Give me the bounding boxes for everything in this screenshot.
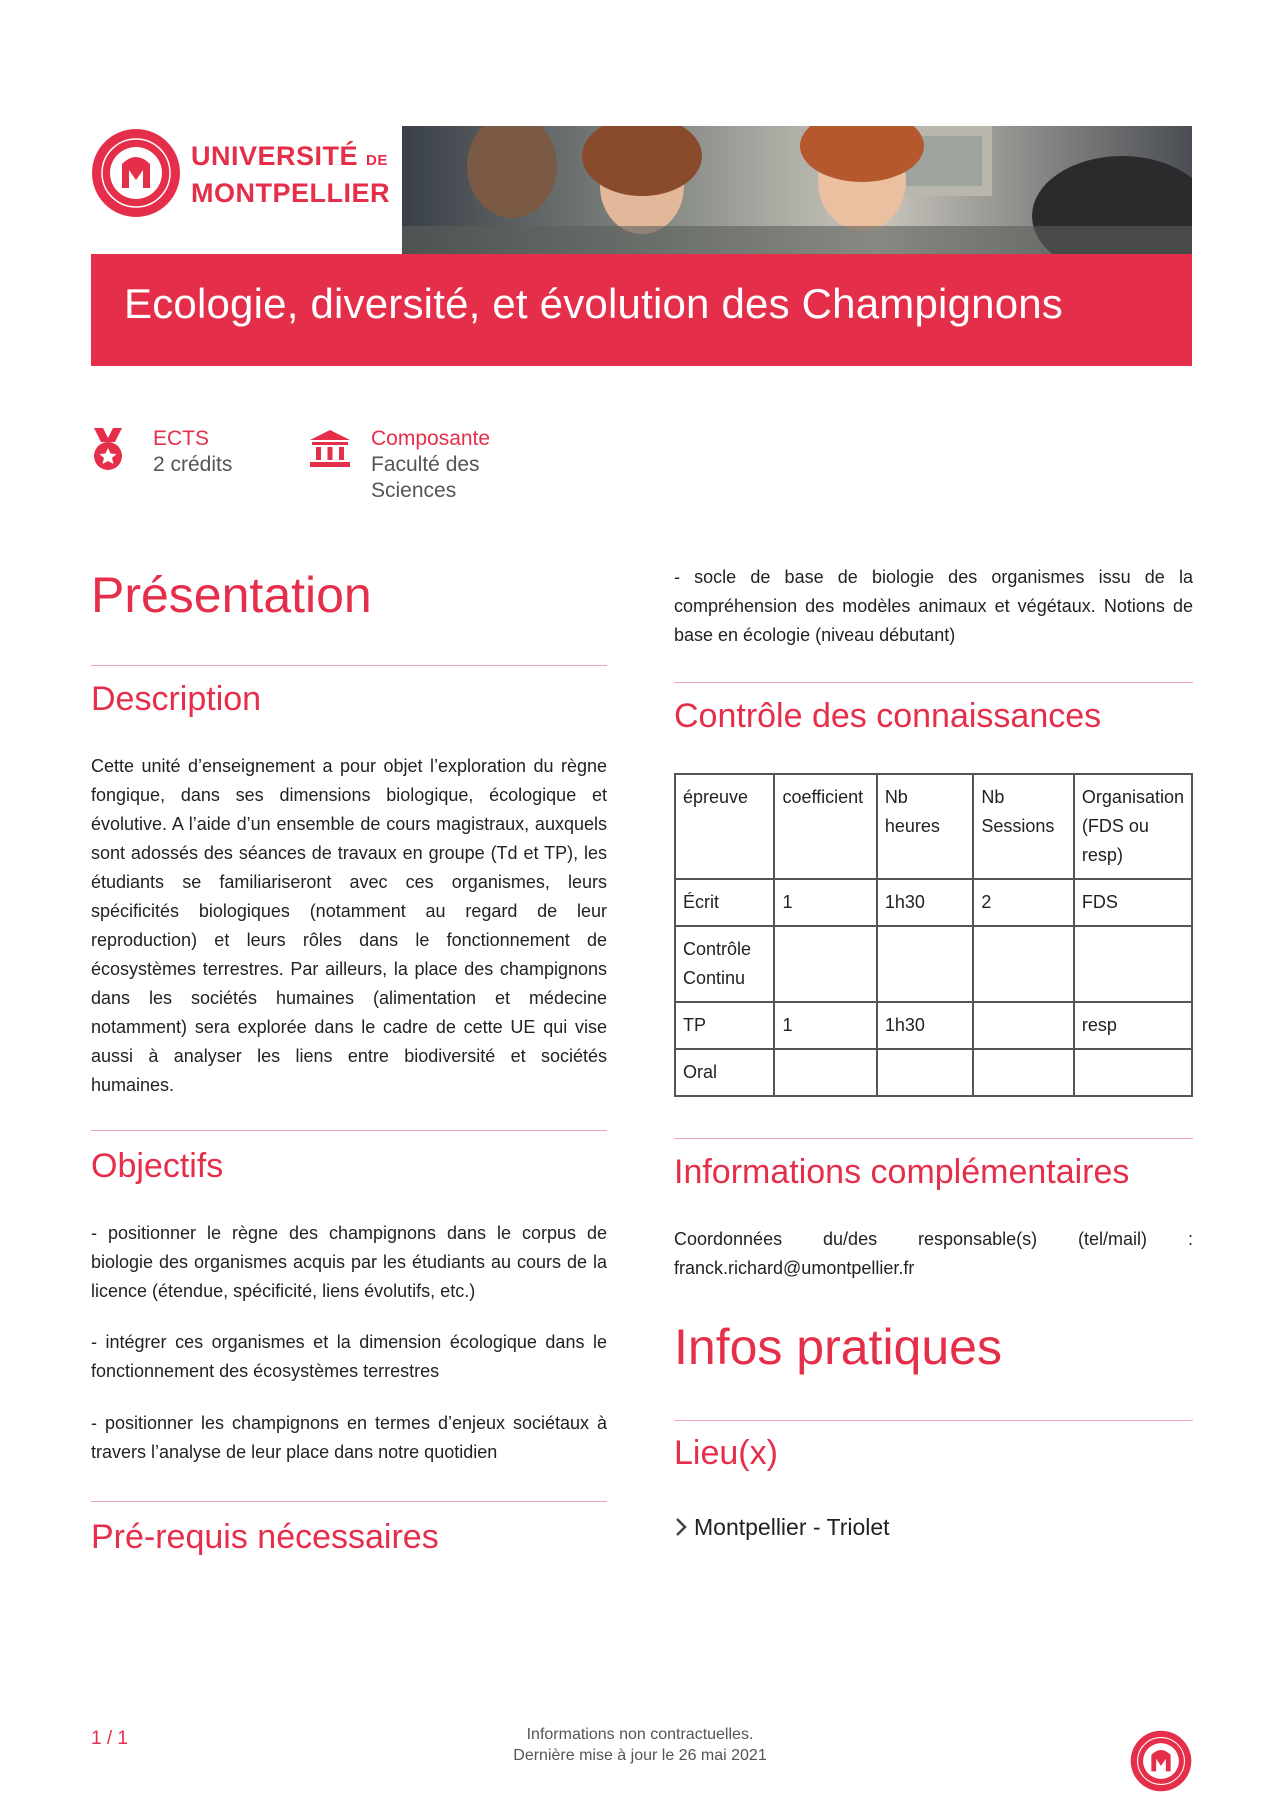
table-cell [1074,1049,1192,1096]
table-cell [877,926,974,1002]
prerequis-heading: Pré-requis nécessaires [91,1518,439,1556]
table-cell [973,926,1074,1002]
table-cell: TP [675,1002,774,1049]
table-cell: resp [1074,1002,1192,1049]
table-row [675,1049,1192,1096]
table-cell [1074,926,1192,1002]
institution-building-icon [310,430,350,468]
table-row [675,879,1192,926]
table-cell: 1h30 [877,1002,974,1049]
table-cell: 2 [973,879,1074,926]
table-cell: Oral [675,1049,774,1096]
table-header-row [675,774,1192,879]
header-photo [402,126,1192,254]
table-cell [973,1002,1074,1049]
objectif-item: - positionner les champignons en termes d’enjeux sociétaux à travers l’analyse de leur place dans notre quotidien [91,1413,607,1462]
table-cell: 1 [774,879,876,926]
divider [674,682,1193,683]
logo-wordmark: UNIVERSITÉ DE MONTPELLIER [191,141,390,208]
university-logo [91,128,390,218]
prerequis-text: - socle de base de biologie des organismes issu de la compréhension des modèles animaux et végétaux. Notions de base en écologie (niveau débutant) [674,567,1193,645]
divider [91,1130,607,1131]
lieu-item: Montpellier - Triolet [674,1514,890,1541]
table-cell [877,1049,974,1096]
page-number: 1 / 1 [91,1728,128,1749]
controle-table [674,773,1193,1097]
divider [674,1138,1193,1139]
table-cell [774,1049,876,1096]
ects-info: ECTS 2 crédits [153,427,233,476]
objectif-item: - intégrer ces organismes et la dimension écologique dans le fonctionnement des écosystèmes terrestres [91,1332,607,1381]
divider [91,1501,607,1502]
composante-info: Composante Faculté des Sciences [371,427,491,502]
table-header-cell: Nb heures [877,774,974,879]
chevron-right-icon [674,1517,688,1537]
description-heading: Description [91,680,262,718]
table-header-cell: Nb Sessions [973,774,1074,879]
objectifs-heading: Objectifs [91,1147,224,1185]
table-cell [774,926,876,1002]
table-row [675,926,1192,1002]
table-cell: 1 [774,1002,876,1049]
infos-pratiques-heading: Infos pratiques [674,1319,1002,1375]
page-title: Ecologie, diversité, et évolution des Champignons [124,280,1064,327]
table-cell: Contrôle Continu [675,926,774,1002]
objectif-item: - positionner le règne des champignons dans le corpus de biologie des organismes acquis par les étudiants au cours de la licence (étendue, spécificité, liens évolutifs, etc.) [91,1223,607,1301]
table-cell: Écrit [675,879,774,926]
table-header-cell: coefficient [774,774,876,879]
university-seal-icon [91,128,181,218]
university-seal-icon [1130,1730,1192,1792]
table-row [675,1002,1192,1049]
divider [91,665,607,666]
lieu-heading: Lieu(x) [674,1434,778,1472]
controle-heading: Contrôle des connaissances [674,697,1102,735]
table-cell: FDS [1074,879,1192,926]
table-header-cell: Organisation (FDS ou resp) [1074,774,1192,879]
table-header-cell: épreuve [675,774,774,879]
presentation-heading: Présentation [91,567,372,623]
footer-note: Informations non contractuelles. Dernière mise à jour le 26 mai 2021 [513,1726,767,1764]
infos-complementaires-heading: Informations complémentaires [674,1153,1130,1191]
contact-text: Coordonnées du/des responsable(s) (tel/mail) : franck.richard@umontpellier.fr [674,1229,1193,1278]
divider [674,1420,1193,1421]
title-banner [91,254,1192,366]
table-cell: 1h30 [877,879,974,926]
description-text: Cette unité d’enseignement a pour objet l’exploration du règne fongique, dans ses dimensions biologique, écologique et évolutive. A l’aide d’un ensemble de cours magistraux, auxquels sont adossés des séances de travaux en groupe (Td et TP), les étudiants se familiariseront avec ces organismes, leurs spécificités biologiques (notamment au regard de leur reproduction) et leurs rôles dans le fonctionnement de écosystèmes terrestres. Par ailleurs, la place des champignons dans les sociétés humaines (alimentation et médecine notamment) sera explorée dans le cadre de cette UE qui vise aussi à analyser les liens entre biodiversité et sociétés humaines. [91,756,607,1095]
medal-icon [91,428,125,472]
table-cell [973,1049,1074,1096]
